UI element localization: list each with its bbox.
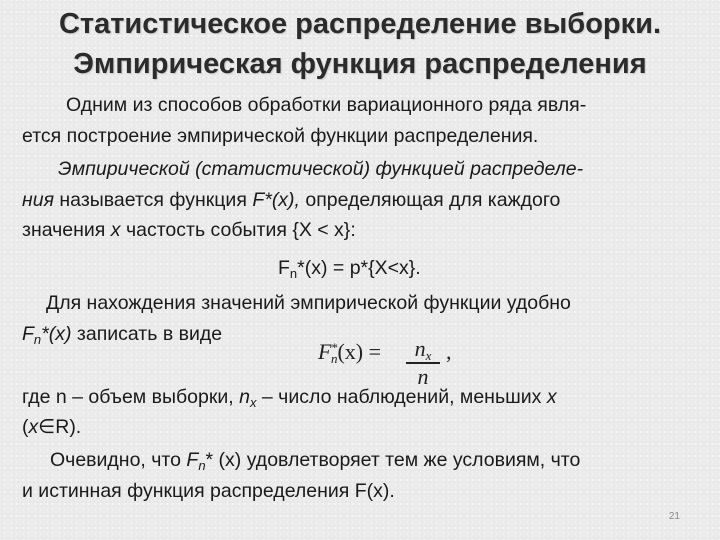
page-number: 21 [668, 511, 680, 522]
definition-line: значения x частость события {X < x}: [22, 219, 356, 241]
paragraph-line: где n – объем выборки, $n_x$ – число наблюдений, меньших x [22, 386, 557, 410]
title-line-2: Эмпирическая функция распределения [73, 48, 647, 80]
paragraph-line: ется построение эмпирической функции распределения. [22, 125, 539, 147]
centered-formula: $F_n*(x) = p*\{X<x\}$. [278, 257, 421, 281]
definition-line: ния называется функция F*(x), определяющая для каждого [22, 189, 561, 211]
title-line-1: Статистическое распределение выборки. [58, 8, 662, 40]
paragraph-line: Одним из способов обработки вариационного ряда явля- [66, 94, 587, 116]
empirical-function-formula: $F^*_n(x)$ = $n_x$ n , [318, 336, 452, 389]
paragraph-line: $F_n*(x)$ записать в виде [22, 323, 223, 347]
fraction [406, 337, 440, 389]
fraction-numerator: $n_x$ [414, 336, 432, 363]
paragraph-line: Очевидно, что $F_n*$ (x) удовлетворяет тем же условиям, что [50, 449, 581, 473]
paragraph-line: (x∈R). [22, 416, 82, 438]
paragraph-line: Для нахождения значений эмпирической функции удобно [46, 292, 571, 314]
paragraph-line: и истинная функция распределения F(x). [22, 480, 395, 502]
fraction-denominator: n [417, 363, 429, 389]
definition-line: Эмпирической (статистической) функцией распределе- [58, 158, 584, 180]
slide-title [0, 4, 720, 84]
